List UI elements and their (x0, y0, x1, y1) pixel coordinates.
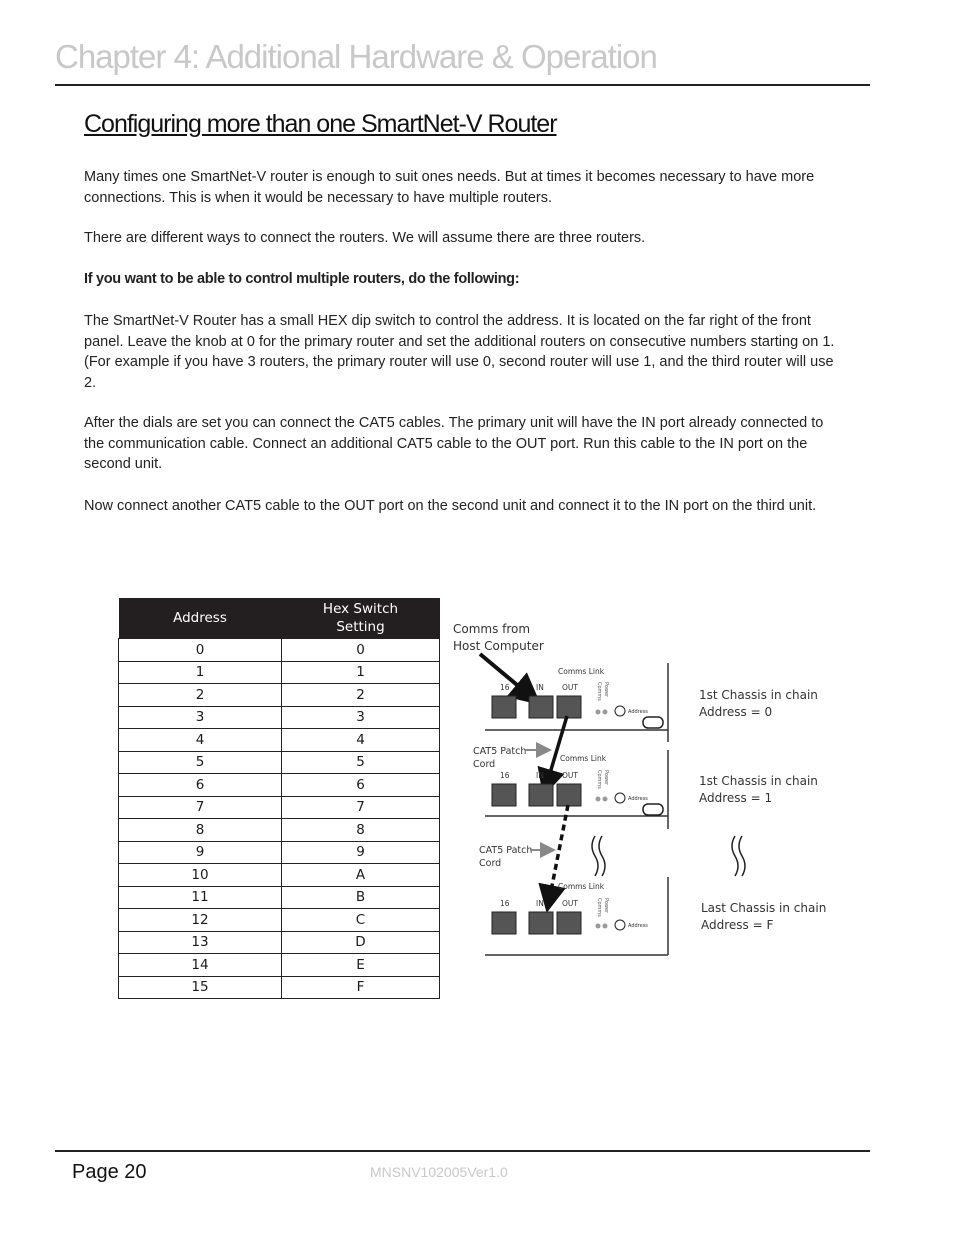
chassis-1-port-in: IN (536, 683, 544, 692)
comms-from-label-1: Comms from (453, 622, 531, 636)
paragraph-hex-switch: The SmartNet-V Router has a small HEX dip switch to control the address. It is located on the far right of the front panel. Leave the knob at 0 for the primary router and set the additional routers on consecutive numbers starting on 1. (For example if you have 3 routers, the primary router will use 0, second router will use 1, and the third router will use 2. (84, 313, 835, 391)
address-cell: 9 (119, 841, 282, 864)
paragraph-subheading: If you want to be able to control multiple routers, do the following: (84, 271, 520, 287)
hex-setting-cell: 2 (282, 684, 440, 707)
chassis-3-port-in: IN (536, 899, 544, 908)
paragraph-cables: After the dials are set you can connect the CAT5 cables. The primary unit will have the IN port already connected to the communication cable. Connect an additional CAT5 cable to the OUT port. Run this cable to the IN port on the second unit. (84, 415, 824, 472)
chassis-1-led-2 (603, 710, 608, 715)
chassis-2-label-line1: 1st Chassis in chain (699, 774, 818, 788)
address-cell: 13 (119, 931, 282, 954)
chassis-1-led-1 (596, 710, 601, 715)
table-row (119, 684, 440, 707)
address-cell: 10 (119, 864, 282, 887)
table-row (119, 729, 440, 752)
table-row (119, 706, 440, 729)
address-cell: 7 (119, 796, 282, 819)
chassis-2-port-16: 16 (500, 771, 510, 780)
chassis-1-led-comms: Comms (596, 682, 602, 701)
chassis-2-address-knob (615, 793, 625, 803)
chassis-3-jack-in (529, 912, 553, 934)
address-hex-table (118, 598, 440, 999)
chassis-2-led-1 (596, 797, 601, 802)
patch-cord-2-label-2: Cord (479, 858, 502, 869)
address-cell: 11 (119, 886, 282, 909)
hex-setting-cell: F (282, 976, 440, 999)
paragraph-intro: Many times one SmartNet-V router is enough to suit ones needs. But at times it becomes necessary to have more connections. This is when it would be necessary to have multiple routers. (84, 169, 815, 206)
chassis-3-led-2 (603, 924, 608, 929)
hex-setting-cell: 5 (282, 751, 440, 774)
hex-setting-cell: D (282, 931, 440, 954)
address-cell: 2 (119, 684, 282, 707)
chassis-2-port-in: IN (536, 771, 544, 780)
hex-setting-cell: A (282, 864, 440, 887)
chassis-3-address-knob (615, 920, 625, 930)
address-cell: 14 (119, 954, 282, 977)
footer-divider (55, 1150, 870, 1152)
chassis-1-address-label: Address (628, 709, 648, 715)
chassis-1-port-out: OUT (562, 683, 578, 692)
section-heading: Configuring more than one SmartNet-V Router (84, 110, 557, 138)
table-row (119, 796, 440, 819)
chassis-3-address-label: Address (628, 923, 648, 929)
chassis-2-jack-16 (492, 784, 516, 806)
patch-cord-2-label-1: CAT5 Patch (479, 845, 533, 856)
hex-setting-cell: 8 (282, 819, 440, 842)
chassis-chain-diagram (450, 610, 840, 965)
address-cell: 0 (119, 639, 282, 662)
hex-setting-cell: E (282, 954, 440, 977)
header-address: Address (119, 598, 282, 639)
chassis-3-label-line1: Last Chassis in chain (701, 901, 827, 915)
table-row (119, 639, 440, 662)
header-hex-line2: Setting (336, 619, 385, 635)
chassis-3-port-16: 16 (500, 899, 510, 908)
table-row (119, 841, 440, 864)
paragraph-third-unit: Now connect another CAT5 cable to the OUT port on the second unit and connect it to the IN port on the third unit. (84, 498, 817, 514)
address-cell: 12 (119, 909, 282, 932)
table-row (119, 976, 440, 999)
chassis-1-jack-16 (492, 696, 516, 718)
paragraph-ways: There are different ways to connect the routers. We will assume there are three routers. (84, 230, 646, 246)
address-cell: 6 (119, 774, 282, 797)
address-cell: 1 (119, 661, 282, 684)
chassis-1-label-line1: 1st Chassis in chain (699, 688, 818, 702)
chassis-1-label-line2: Address = 0 (699, 705, 773, 719)
table-row (119, 954, 440, 977)
chassis-2-label-line2: Address = 1 (699, 791, 773, 805)
chassis-3 (485, 877, 668, 955)
chassis-3-led-1 (596, 924, 601, 929)
chassis-1-jack-in (529, 696, 553, 718)
hex-setting-cell: 6 (282, 774, 440, 797)
document-id: MNSNV102005Ver1.0 (370, 1164, 508, 1180)
comms-from-label-2: Host Computer (453, 639, 544, 653)
header-hex-line1: Hex Switch (322, 601, 399, 617)
table-row (119, 931, 440, 954)
patch-cord-1-label-2: Cord (473, 759, 496, 770)
chassis-3-label-line2: Address = F (701, 918, 774, 932)
hex-setting-cell: B (282, 886, 440, 909)
page-number: Page 20 (72, 1161, 147, 1183)
chassis-3-comms-link: Comms Link (558, 882, 605, 891)
hex-setting-cell: 0 (282, 639, 440, 662)
hex-setting-cell: 3 (282, 706, 440, 729)
chassis-3-jack-out (557, 912, 581, 934)
chassis-1-comms-link: Comms Link (558, 667, 605, 676)
patch-cord-1-label-1: CAT5 Patch (473, 746, 527, 757)
chassis-2-jack-out (557, 784, 581, 806)
chassis-3-led-comms: Comms (596, 898, 602, 917)
table-row (119, 819, 440, 842)
chassis-2-jack-in (529, 784, 553, 806)
host-arrow (480, 654, 535, 700)
chassis-1-port-16: 16 (500, 683, 510, 692)
chassis-3-port-out: OUT (562, 899, 578, 908)
hex-setting-cell: 4 (282, 729, 440, 752)
address-cell: 8 (119, 819, 282, 842)
chassis-1 (485, 663, 668, 742)
address-cell: 4 (119, 729, 282, 752)
break-mark-right (732, 836, 745, 876)
table-row (119, 774, 440, 797)
header-hex-setting (282, 598, 440, 639)
chassis-2-comms-link: Comms Link (560, 754, 607, 763)
hex-setting-cell: 9 (282, 841, 440, 864)
chassis-1-power-switch (643, 717, 663, 728)
chapter-title: Chapter 4: Additional Hardware & Operation (55, 38, 657, 75)
table-body (119, 639, 440, 999)
chassis-2-led-2 (603, 797, 608, 802)
break-mark-left (592, 836, 605, 876)
address-cell: 15 (119, 976, 282, 999)
hex-setting-cell: C (282, 909, 440, 932)
chassis-1-address-knob (615, 706, 625, 716)
chassis-2-led-comms: Comms (596, 770, 602, 789)
address-cell: 3 (119, 706, 282, 729)
hex-setting-cell: 1 (282, 661, 440, 684)
table-row (119, 864, 440, 887)
chassis-2-port-out: OUT (562, 771, 578, 780)
table-row (119, 751, 440, 774)
table-row (119, 886, 440, 909)
chassis-2-power-switch (643, 804, 663, 815)
table-header-row (119, 598, 440, 639)
chassis-1-jack-out (557, 696, 581, 718)
chassis-2-led-power: Power (603, 770, 609, 786)
chassis-1-led-power: Power (603, 682, 609, 698)
table-row (119, 661, 440, 684)
chassis-2 (485, 750, 668, 829)
address-cell: 5 (119, 751, 282, 774)
chassis-2-address-label: Address (628, 796, 648, 802)
chassis-3-jack-16 (492, 912, 516, 934)
chassis-3-led-power: Power (603, 898, 609, 914)
header-divider (55, 84, 870, 86)
table-row (119, 909, 440, 932)
hex-setting-cell: 7 (282, 796, 440, 819)
